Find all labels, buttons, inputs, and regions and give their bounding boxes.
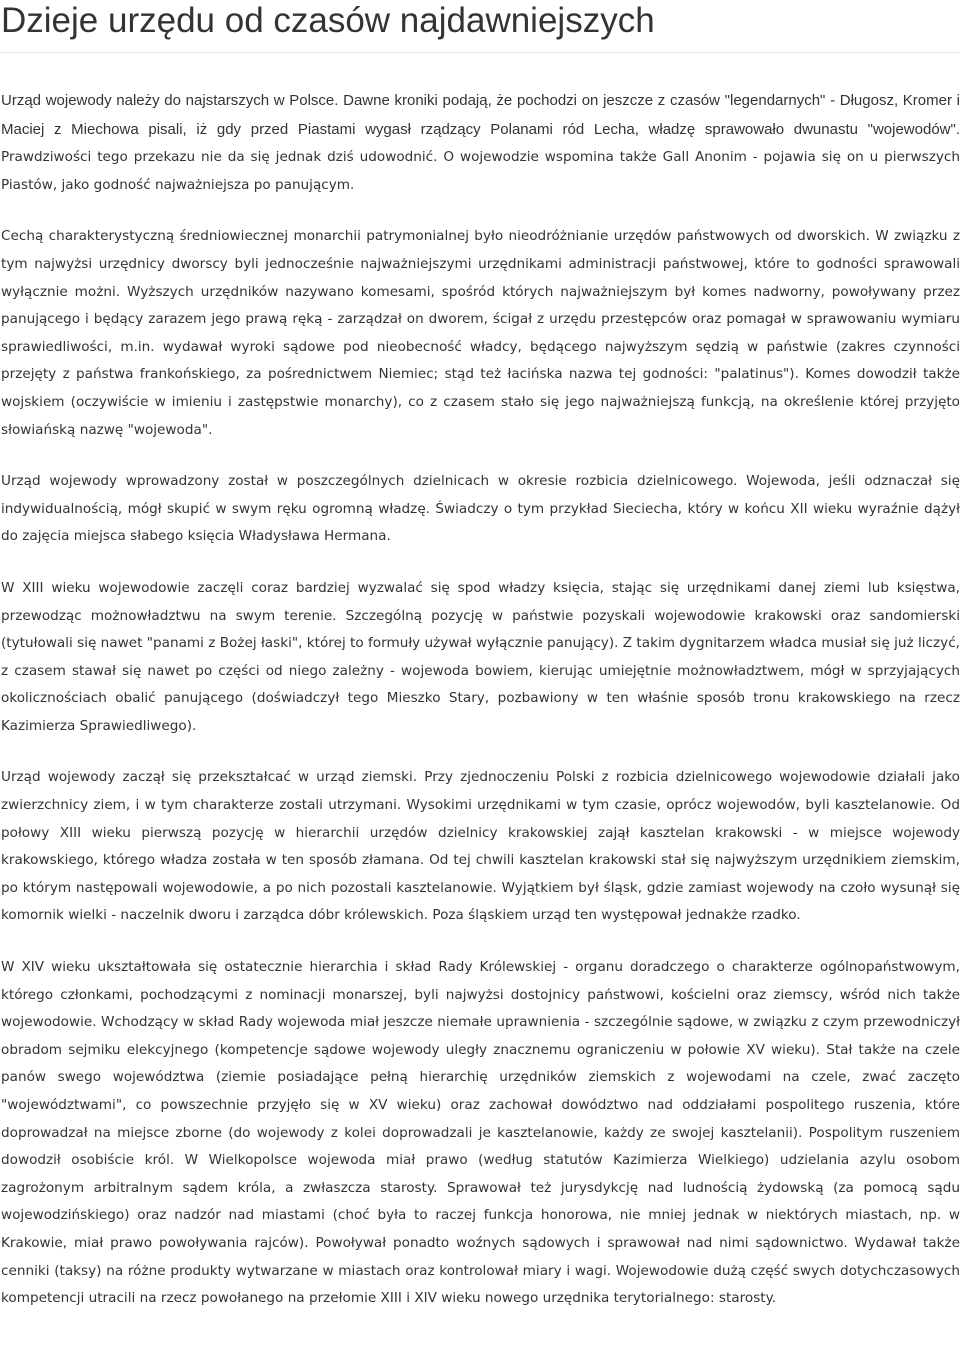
paragraph-1-text: Prawdziwości tego przekazu nie da się jednak dziś udowodnić. O wojewodzie wspomina także Gall Anonim - pojawia się on u pierwszych Piastów, jako godność najważniejsza po panującym. [1, 149, 960, 193]
paragraph-6-text: W XIV wieku ukształtowała się ostatecznie hierarchia i skład Rady Królewskiej - organu doradczego o charakterze ogólnopaństwowym, którego członkami, pochodzącymi z nominacji monarszej, byli najwyżsi dostojnicy państwowi, kościelni oraz ziemscy, wśród nich także wojewodowie. Wchodzący w skład Rady wojewoda miał jeszcze niemałe uprawnienia - szczególnie sądowe, w związku z czym przewodniczył obradom sejmiku elekcyjnego (kompetencje sądowe wojewody uległy znacznemu ograniczeniu w połowie XV wieku). Stał także na czele panów swego województwa (ziemie posiadające pełną hierarchię urzędników ziemskich z wojewodami na czele, zwać zaczęto "województwami", co powszechnie przyjęło się w XV wieku) oraz zachował dowództwo nad oddziałami pospolitego ruszenia, które doprowadzał na miejsce zborne (do wojewody z kolei doprowadzali je kasztelanowie, każdy ze swojej kasztelanii). Pospolitym ruszeniem dowodził osobiście król. W Wielkopolsce wojewoda miał prawo (według statutów Kazimierza Wielkiego) udzielania azylu osobom zagrożonym arbitralnym sądem króla, a zwłaszcza starosty. Sprawował też jurysdykcję nad ludnością żydowską (za pomocą sądu wojewodzińskiego) oraz nadzór nad miastami (choć była to raczej funkcja honorowa, nie mniej jednak w niektórych miastach, np. w Krakowie, miał prawo powoływania rajców). Powoływał ponadto woźnych sądowych i sprawował nad nimi sądownictwo. Wydawał także cenniki (taksy) na różne produkty wytwarzane w miastach oraz kontrolował miary i wagi. Wojewodowie dużą część swych dotychczasowych kompetencji utracili na rzecz powołanego na przełomie XIII i XIV wieku nowego urzędnika terytorialnego: starosty. [1, 959, 960, 1307]
paragraph-3-text: Urząd wojewody wprowadzony został w poszczególnych dzielnicach w okresie rozbicia dzielnicowego. Wojewoda, jeśli odznaczał się indywidualnością, mógł skupić w swym ręku ogromną władzę. Świadczy o tym przykład Sieciecha, który w końcu XII wieku wyraźnie dążył do zajęcia miejsca słabego księcia Władysława Hermana. [1, 473, 960, 545]
paragraph-2 [1, 223, 960, 444]
paragraph-4 [1, 575, 960, 741]
paragraph-4-text: W XIII wieku wojewodowie zaczęli coraz bardziej wyzwalać się spod władzy księcia, stając się urzędnikami danej ziemi lub księstwa, przewodząc możnowładztwu na swym terenie. Szczególną pozycję w państwie pozyskali wojewodowie krakowski oraz sandomierski (tytułowali się nawet "panami z Bożej łaski", której to formuły używał wyłącznie panujący). Z takim dygnitarzem władca musiał się już liczyć, z czasem stawał się nawet po części od niego zależny - wojewoda bowiem, kierując umiejętnie możnowładztwem, mógł w sprzyjających okolicznościach obalić panującego (doświadczył tego Mieszko Stary, pozbawiony w ten właśnie sposób tronu krakowskiego na rzecz Kazimierza Sprawiedliwego). [1, 579, 960, 734]
paragraph-1 [1, 87, 960, 199]
paragraph-6 [1, 954, 960, 1313]
page-title: Dzieje urzędu od czasów najdawniejszych [1, 1, 655, 40]
paragraph-3 [1, 468, 960, 551]
paragraph-2-text: Cechą charakterystyczną średniowiecznej monarchii patrymonialnej było nieodróżnianie urzędów państwowych od dworskich. W związku z tym najwyżsi urzędnicy dworscy byli jednocześnie najważniejszymi urzędnikami administracji państwowej, które to godności sprawowali wyłącznie możni. Wyższych urzędników nazywano komesami, spośród których najważniejszym był komes nadworny, powoływany przez panującego i będący zarazem jego prawą ręką - zarządzał on dworem, ścigał z urzędu przestępców oraz pomagał w sprawowaniu wymiaru sprawiedliwości, m.in. wydawał wyroki sądowe pod nieobecność władcy, będącego najwyższym sędzią w państwie (zakres czynności przejęty z państwa frankońskiego, za pośrednictwem Niemiec; stąd też łacińska nazwa tej godności: "palatinus"). Komes dowodził także wojskiem (oczywiście w imieniu i zastępstwie monarchy), co z czasem stało się jego najważniejszą funkcją, na określenie której przyjęto słowiańską nazwę "wojewoda". [1, 228, 960, 438]
paragraph-5 [1, 764, 960, 930]
paragraph-5-text: Urząd wojewody zaczął się przekształcać w urząd ziemski. Przy zjednoczeniu Polski z rozbicia dzielnicowego wojewodowie działali jako zwierzchnicy ziem, i w tym charakterze zostali utrzymani. Wysokimi urzędnikami w tym czasie, oprócz wojewodów, byli kasztelanowie. Od połowy XIII wieku pierwszą pozycję w hierarchii urzędów dzielnicy krakowskiej zajął kasztelan krakowski - w miejsce wojewody krakowskiego, którego władza została w ten sposób złamana. Od tej chwili kasztelan krakowski stał się najwyższym urzędnikiem ziemskim, po którym następowali wojewodowie, a po nich pozostali kasztelanowie. Wyjątkiem był śląsk, gdzie zamiast wojewody na czoło wysunął się komornik wielki - naczelnik dworu i zarządca dóbr królewskich. Poza śląskiem urząd ten występował jednakże rzadko. [1, 769, 960, 924]
paragraph-1-lead: Urząd wojewody należy do najstarszych w Polsce. Dawne kroniki podają, że pochodzi on jeszcze z czasów "legendarnych" - Długosz, Kromer i Maciej z Miechowa pisali, iż gdy przed Piastami wygasł rządzący Polanami ród Lecha, władzę sprawowało dwunastu "wojewodów". [1, 92, 960, 138]
article-body [1, 53, 960, 1313]
